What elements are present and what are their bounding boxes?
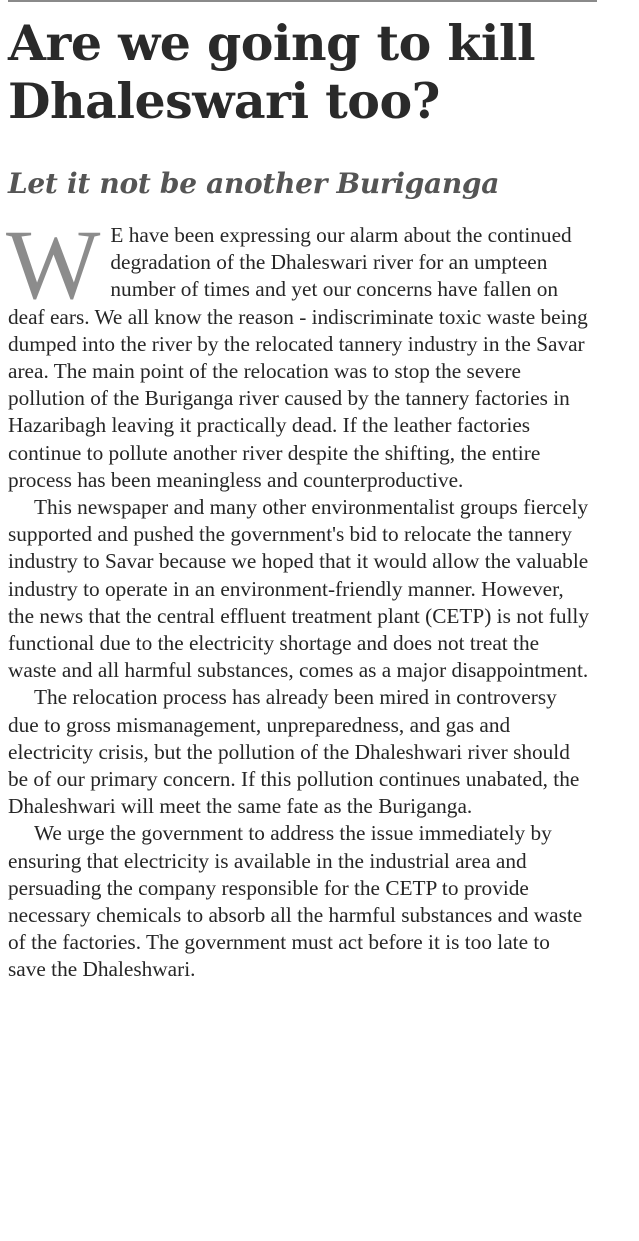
paragraph-4: We urge the government to address the issue immediately by ensuring that electricity is available in the industrial area and persuading the company responsible for the CETP to provide necessary chemicals to absorb all the harmful substances and waste of the factories. The government must act before it is too late to save the Dhaleshwari. <box>8 821 583 982</box>
drop-cap: W <box>6 209 101 320</box>
article-headline: Are we going to kill Dhaleswari too? <box>8 14 536 130</box>
top-divider <box>8 0 597 2</box>
paragraph-1 <box>6 209 592 494</box>
article-subhead: Let it not be another Buriganga <box>8 167 500 200</box>
paragraph-1-text: E have been expressing our alarm about the continued degradation of the Dhaleswari river for an umpteen number of times and yet our concerns have fallen on deaf ears. We all know the reason - indiscriminate toxic waste being dumped into the river by the relocated tannery industry in the Savar area. The main point of the relocation was to stop the severe pollution of the Buriganga river caused by the tannery factories in Hazaribagh leaving it practically dead. If the leather factories continue to pollute another river despite the shifting, the entire process has been meaningless and counterproductive. <box>8 223 588 492</box>
article-body <box>6 209 592 984</box>
paragraph-3: The relocation process has already been mired in controversy due to gross mismanagement, unpreparedness, and gas and electricity crisis, but the pollution of the Dhaleshwari river should be of our primary concern. If this pollution continues unabated, the Dhaleshwari will meet the same fate as the Buriganga. <box>8 685 580 819</box>
paragraph-2: This newspaper and many other environmentalist groups fiercely supported and pushed the government's bid to relocate the tannery industry to Savar because we hoped that it would allow the valuable industry to operate in an environment-friendly manner. However, the news that the central effluent treatment plant (CETP) is not fully functional due to the electricity shortage and does not treat the waste and all harmful substances, comes as a major disappointment. <box>8 495 589 683</box>
